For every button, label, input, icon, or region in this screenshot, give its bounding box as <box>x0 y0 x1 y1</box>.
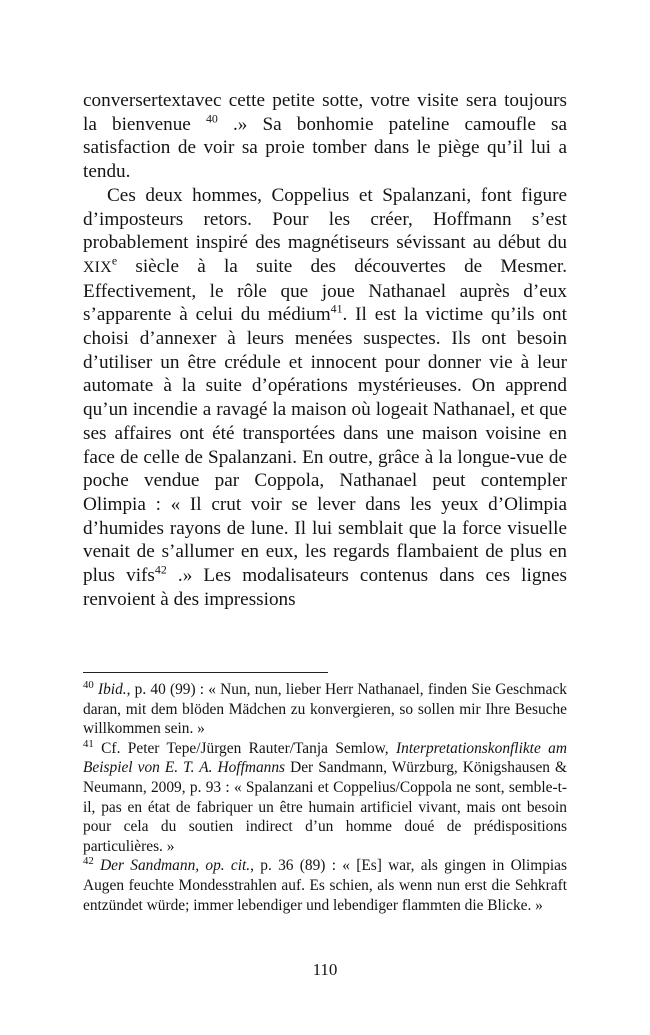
paragraph-2-text-d: .» Les modalisateurs contenus dans ces lignes renvoient à des impressions <box>83 565 567 610</box>
footnote-separator <box>83 672 328 673</box>
footnote-ref-41: 41 <box>330 301 343 316</box>
footnote-number: 42 <box>83 855 94 868</box>
main-text <box>83 89 567 611</box>
footnote-text: , p. 36 (89) : « [Es] war, als gingen in Olimpias Augen feuchte Mondesstrahlen auf. Es schien, als wenn nun erst die Sehkraft entzündet würde; immer lebendiger und lebendiger flammten die Blicke. » <box>83 857 567 914</box>
paragraph-1-text-b: .» Sa bonhomie pateline camoufle sa satisfaction de voir sa proie tomber dans le piège qu’il lui a tendu. <box>83 113 567 183</box>
footnote-ref-40: 40 <box>205 111 218 126</box>
century-superscript: e <box>111 253 118 268</box>
footnote-title: Interpretationskonflikte am Beispiel von E. T. A. Hoffmanns <box>83 739 567 777</box>
paragraph-2-text-a: Ces deux hommes, Coppelius et Spalanzani, font figure d’imposteurs retors. Pour les créer, Hoffmann s’est probablement inspiré des magnétiseurs sévissant au début du <box>83 184 567 254</box>
footnote-40 <box>83 680 567 739</box>
footnote-number: 41 <box>83 737 94 750</box>
paragraph-2-text-c: . Il est la victime qu’ils ont choisi d’annexer à leurs menées suspectes. Ils ont besoin d’utiliser un être crédule et innocent pour donner vie à leur automate à la suite d’opérations mystérieuses. On apprend qu’un incendie a ravagé la maison où logeait Nathanael, et que ses affaires ont été transportées dans une maison voisine en face de celle de Spalanzani. En outre, grâce à la longue-vue de poche vendue par Coppola, Nathanael peut contempler Olimpia : « Il crut voir se lever dans les yeux d’Olimpia d’humides rayons de lune. Il lui semblait que la force visuelle venait de s’allumer en eux, les regards flambaient de plus en plus vifs <box>83 304 567 587</box>
footnote-ref-42: 42 <box>154 562 167 577</box>
footnote-text: , p. 40 (99) : « Nun, nun, lieber Herr Nathanael, finden Sie Geschmack daran, mit dem blöden Mädchen zu konvergieren, so sollen mir Ihre Besuche willkommen sein. » <box>83 681 567 738</box>
paragraph-1-text-a: conversertextavec cette petite sotte, votre visite sera toujours la bienvenue <box>83 90 567 135</box>
century-numeral: XIX <box>83 258 112 276</box>
page-number: 110 <box>312 960 338 979</box>
footnote-lead: Cf. Peter Tepe/Jürgen Rauter/Tanja Semlow, <box>101 739 397 757</box>
footnote-42 <box>83 856 567 915</box>
footnote-number: 40 <box>83 678 94 691</box>
footnote-41 <box>83 739 567 857</box>
paragraph-2 <box>83 184 567 612</box>
footnotes <box>83 680 567 915</box>
footnote-text: Der Sandmann, Würzburg, Königshausen & Neumann, 2009, p. 93 : « Spalanzani et Coppelius/Coppola ne sont, semble-t-il, pas en état de fabriquer un être humain artificiel vivant, mais ont besoin pour cela du soutien indirect d’un homme doué de prédispositions particulières. » <box>83 759 567 855</box>
paragraph-1 <box>83 89 567 184</box>
paragraph-2-text-b: siècle à la suite des découvertes de Mesmer. Effectivement, le rôle que joue Nathanael auprès d’eux s’apparente à celui du médium <box>83 255 567 326</box>
footnote-reference: Ibid. <box>97 681 127 698</box>
footnote-reference: Der Sandmann, op. cit. <box>100 857 251 875</box>
